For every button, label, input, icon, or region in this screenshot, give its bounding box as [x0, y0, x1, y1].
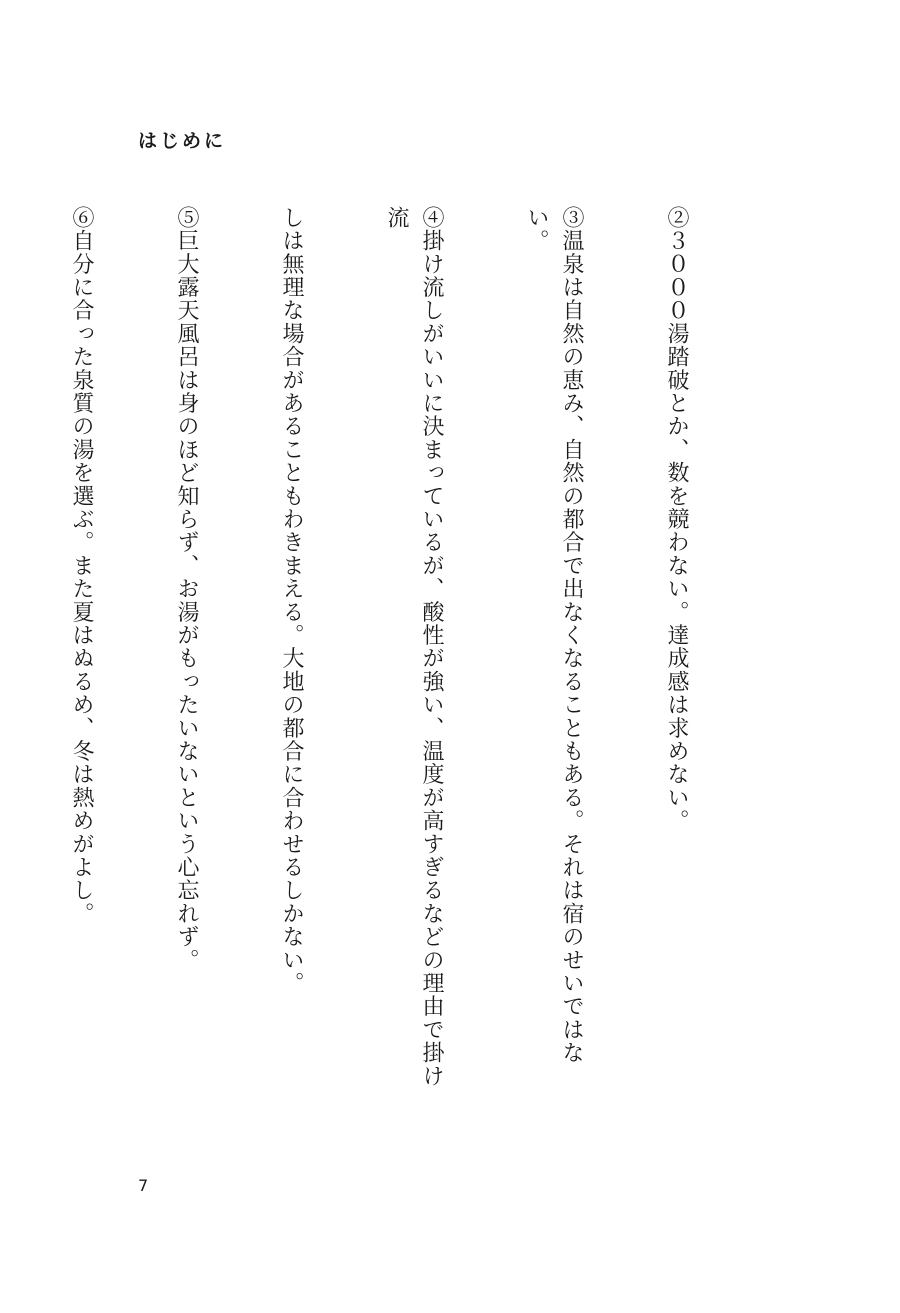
text-line: ④掛け流しがいいに決まっているが、酸性が強い、温度が高すぎるなどの理由で掛け流: [384, 206, 444, 1088]
text-line: ③温泉は自然の恵み、自然の都合で出なくなることもある。それは宿のせいではない。: [524, 206, 584, 1065]
text-line: ⑥自分に合った泉質の湯を選ぶ。また夏はぬるめ、冬は熱めがよし。: [69, 206, 94, 926]
body-text: [0, 206, 764, 1106]
page-number: 7: [138, 1176, 149, 1195]
text-line: しは無理な場合があることもわきまえる。大地の都合に合わせるしかない。: [279, 206, 304, 995]
text-line: ②３０００湯踏破とか、数を競わない。達成感は求めない。: [664, 206, 689, 833]
chapter-heading: はじめに: [138, 130, 227, 152]
text-line: ⑤巨大露天風呂は身のほど知らず、お湯がもったいないという心忘れず。: [174, 206, 199, 972]
